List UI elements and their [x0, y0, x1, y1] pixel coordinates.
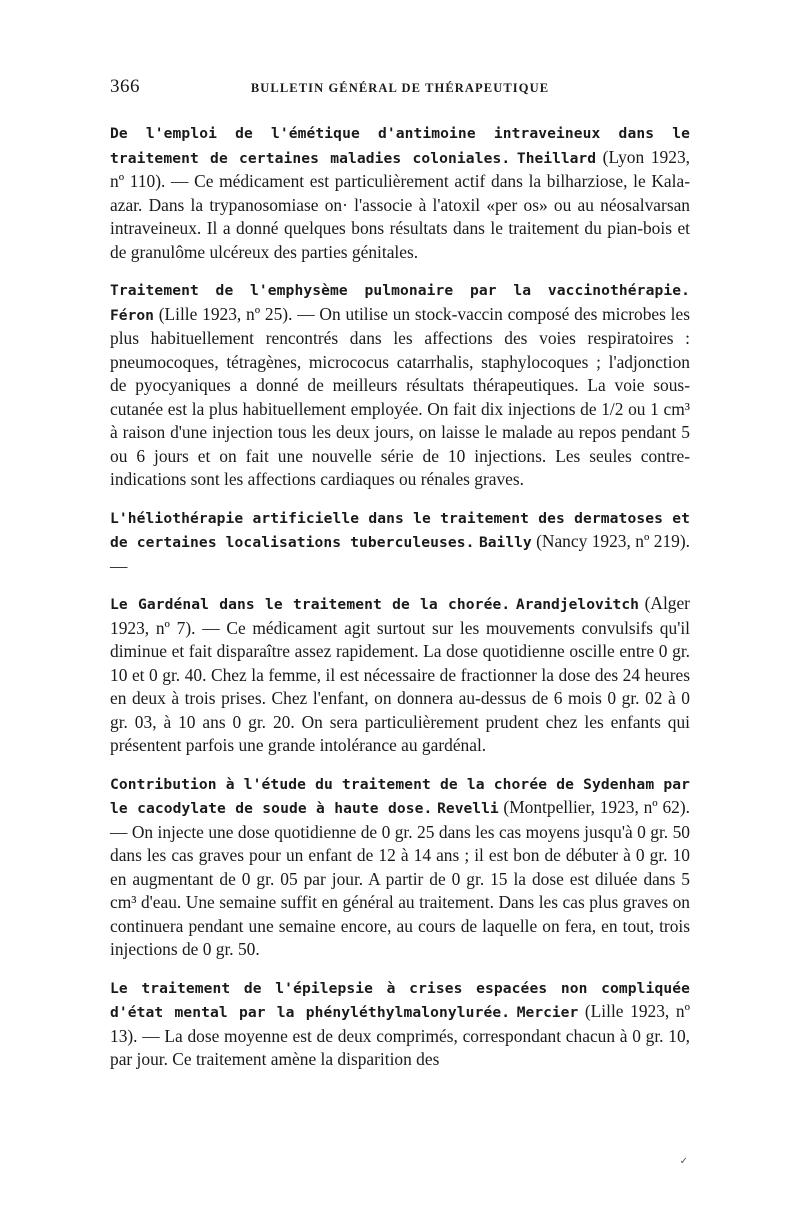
abstract-entry — [110, 592, 690, 758]
entry-author: Revelli — [437, 800, 499, 817]
entry-title: De l'emploi de l'émétique d'antimoine intraveineux dans le traitement de certaines maladies coloniales. — [110, 125, 690, 167]
entry-author: Féron — [110, 306, 154, 324]
page-number: 366 — [110, 76, 140, 97]
abstract-entry — [110, 506, 690, 579]
page-header — [110, 76, 690, 100]
entry-title: Contribution à l'étude du traitement de la chorée de Sydenham par le cacodylate de soude à haute dose. — [110, 775, 690, 817]
entry-title: L'héliothérapie artificielle dans le traitement des dermatoses et de certaines localisations tuberculeuses. — [110, 509, 690, 551]
entry-author: Mercier — [516, 1004, 579, 1021]
entry-title: Traitement de l'emphysème pulmonaire par la vaccinothérapie. — [110, 282, 690, 299]
entry-body: (Montpellier, 1923, nº 62). — On injecte une dose quotidienne de 0 gr. 25 dans les cas moyens jusqu'à 0 gr. 50 dans les cas graves pour un enfant de 12 à 14 ans ; il est bon de débuter à 0 gr. 10 en augmentant de 0 gr. 05 par jour. A partir de 0 gr. 15 la dose est diluée dans 5 cm³ d'eau. Une semaine suffit en général au traitement. Dans les cas plus graves on continuera pendant une semaine encore, au cours de laquelle on fera, en tout, trois injections de 0 gr. 50. — [110, 797, 690, 959]
entry-body: (Lille 1923, nº 25). — On utilise un stock-vaccin composé des microbes les plus habituellement rencontrés dans les affections des voies respiratoires : pneumocoques, tétragènes, micrococus catarrhalis, staphylocoques ; l'adjonction de pyocyaniques a donné de meilleurs résultats thérapeutiques. La voie sous-cutanée est la plus habituellement employée. On fait dix injections de 1/2 ou 1 cm³ à raison d'une injection tous les deux jours, on laisse le malade au repos pendant 5 ou 6 jours et on fait une nouvelle série de 10 injections. Les seules contre-indications sont les affections cardiaques ou rénales graves. — [110, 303, 690, 489]
entry-title: Le traitement de l'épilepsie à crises espacées non compliquée d'état mental par la phényléthylmalonylurée. — [110, 979, 690, 1021]
abstract-entry — [110, 121, 690, 264]
entry-body: (Nancy 1923, nº 219). — — [110, 531, 690, 576]
entry-body: (Lille 1923, nº 13). — La dose moyenne est de deux comprimés, correspondant chacun à 0 gr. 10, par jour. Ce traitement amène la disparition des — [110, 1001, 690, 1069]
abstract-entry — [110, 976, 690, 1072]
print-speck-mark: ✓ — [679, 1156, 688, 1167]
abstract-entry — [110, 278, 690, 492]
entry-body: (Alger 1923, nº 7). — Ce médicament agit surtout sur les mouvements convulsifs qu'il diminue et fait disparaître assez rapidement. La dose quotidienne oscille entre 0 gr. 10 et 0 gr. 40. Chez la femme, il est nécessaire de fractionner la dose des 24 heures en deux à trois prises. Chez l'enfant, on donnera au-dessus de 6 mois 0 gr. 02 à 0 gr. 03, à 10 ans 0 gr. 20. On sera particulièrement prudent chez les enfants qui présentent parfois une grande intolérance au gardénal. — [110, 593, 690, 755]
entry-title: Le Gardénal dans le traitement de la chorée. — [110, 596, 511, 613]
running-title: BULLETIN GÉNÉRAL DE THÉRAPEUTIQUE — [250, 81, 550, 95]
entry-author: Arandjelovitch — [515, 596, 639, 613]
entry-author: Bailly — [478, 534, 532, 551]
entry-body: (Lyon 1923, nº 110). — Ce médicament est particulièrement actif dans la bilharziose, le Kala-azar. Dans la trypanosomiase on· l'associe à l'atoxil «per os» ou au néosalvarsan intraveineux. Il a donné quelques bons résultats dans le traitement du pian-bois et de granulôme ulcéreux des parties génitales. — [110, 146, 690, 262]
abstract-entry — [110, 772, 690, 962]
page-content — [110, 121, 690, 1086]
entry-author: Theillard — [516, 149, 596, 167]
